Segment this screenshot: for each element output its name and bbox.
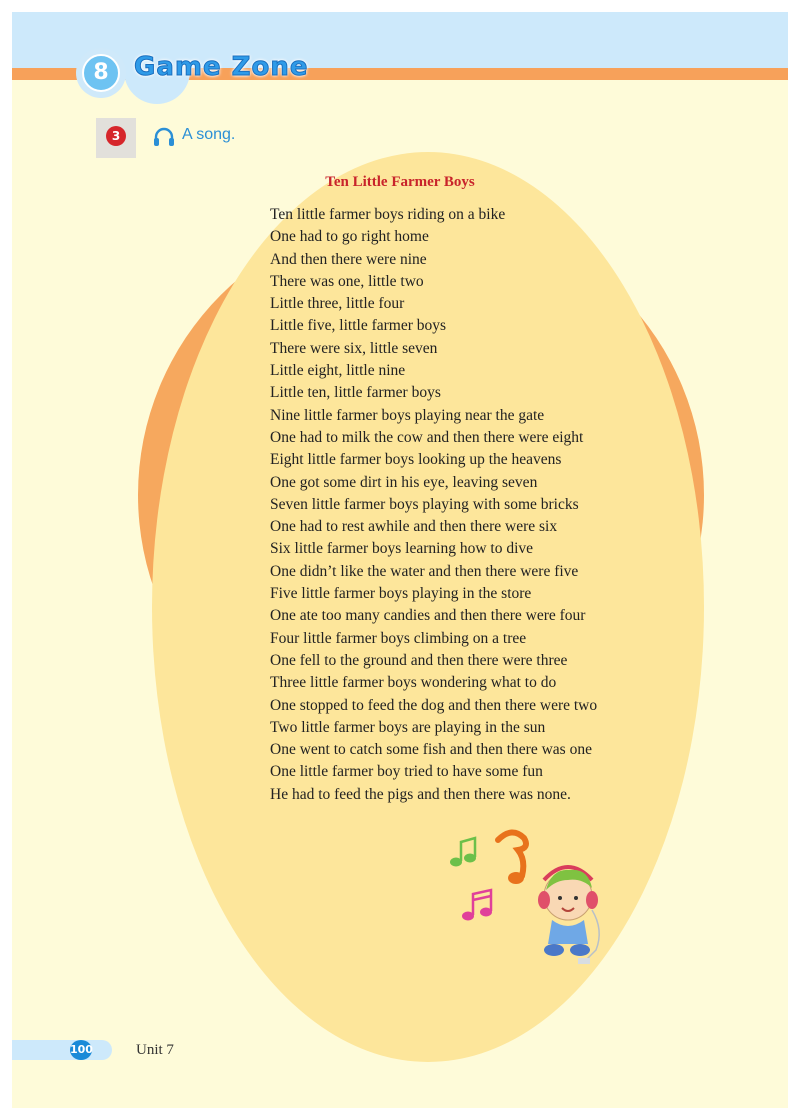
child-with-headphones-illustration <box>436 820 606 970</box>
lyric-line: Little five, little farmer boys <box>270 317 447 335</box>
footer-unit-label: Unit 7 <box>136 1042 174 1058</box>
music-note-icon <box>498 832 526 884</box>
lyric-line: One got some dirt in his eye, leaving seven <box>270 473 538 491</box>
textbook-page <box>12 12 788 1108</box>
lyric-line: There were six, little seven <box>270 339 438 357</box>
lyric-line: And then there were nine <box>270 250 427 268</box>
lyric-line: Eight little farmer boys looking up the heavens <box>270 451 562 469</box>
lyric-line: Six little farmer boys learning how to dive <box>270 540 534 558</box>
song-lyrics <box>270 204 597 806</box>
lyric-line: He had to feed the pigs and then there was none. <box>270 785 571 803</box>
song-title: Ten Little Farmer Boys <box>325 174 475 190</box>
lyric-line: Little eight, little nine <box>270 362 406 380</box>
lyric-line: One went to catch some fish and then there was one <box>270 741 592 759</box>
lyric-line: One ate too many candies and then there were four <box>270 607 586 625</box>
lyric-line: Four little farmer boys climbing on a tree <box>270 629 527 647</box>
lyric-line: Five little farmer boys playing in the store <box>270 585 532 603</box>
lyric-line: There was one, little two <box>270 272 424 290</box>
lyric-line: One had to rest awhile and then there were six <box>270 518 558 536</box>
lyric-line: Two little farmer boys are playing in the sun <box>270 718 546 736</box>
page-number: 100 <box>70 1040 92 1060</box>
lyric-line: One didn’t like the water and then there were five <box>270 562 579 580</box>
footer-page-tab <box>12 1040 112 1060</box>
music-note-icon <box>462 890 492 921</box>
exercise-instruction: A song. <box>182 126 236 143</box>
lyric-line: One fell to the ground and then there were three <box>270 651 568 669</box>
lyric-line: Three little farmer boys wondering what to do <box>270 674 557 692</box>
headphone-icon <box>152 126 176 148</box>
exercise-number: 3 <box>106 126 126 146</box>
lyric-line: One had to go right home <box>270 228 429 246</box>
music-note-icon <box>450 838 476 867</box>
section-title: Game Zone <box>134 52 309 82</box>
lyric-line: One little farmer boy tried to have some fun <box>270 763 543 781</box>
lyric-line: Nine little farmer boys playing near the gate <box>270 406 545 424</box>
lyric-line: Ten little farmer boys riding on a bike <box>270 206 506 223</box>
lyric-line: Little ten, little farmer boys <box>270 384 441 402</box>
unit-number-badge: 8 <box>82 54 120 92</box>
lyric-line: One had to milk the cow and then there were eight <box>270 428 584 446</box>
lyric-line: Little three, little four <box>270 295 405 313</box>
lyric-line: Seven little farmer boys playing with some bricks <box>270 495 579 513</box>
lyric-line: One stopped to feed the dog and then there were two <box>270 696 598 714</box>
